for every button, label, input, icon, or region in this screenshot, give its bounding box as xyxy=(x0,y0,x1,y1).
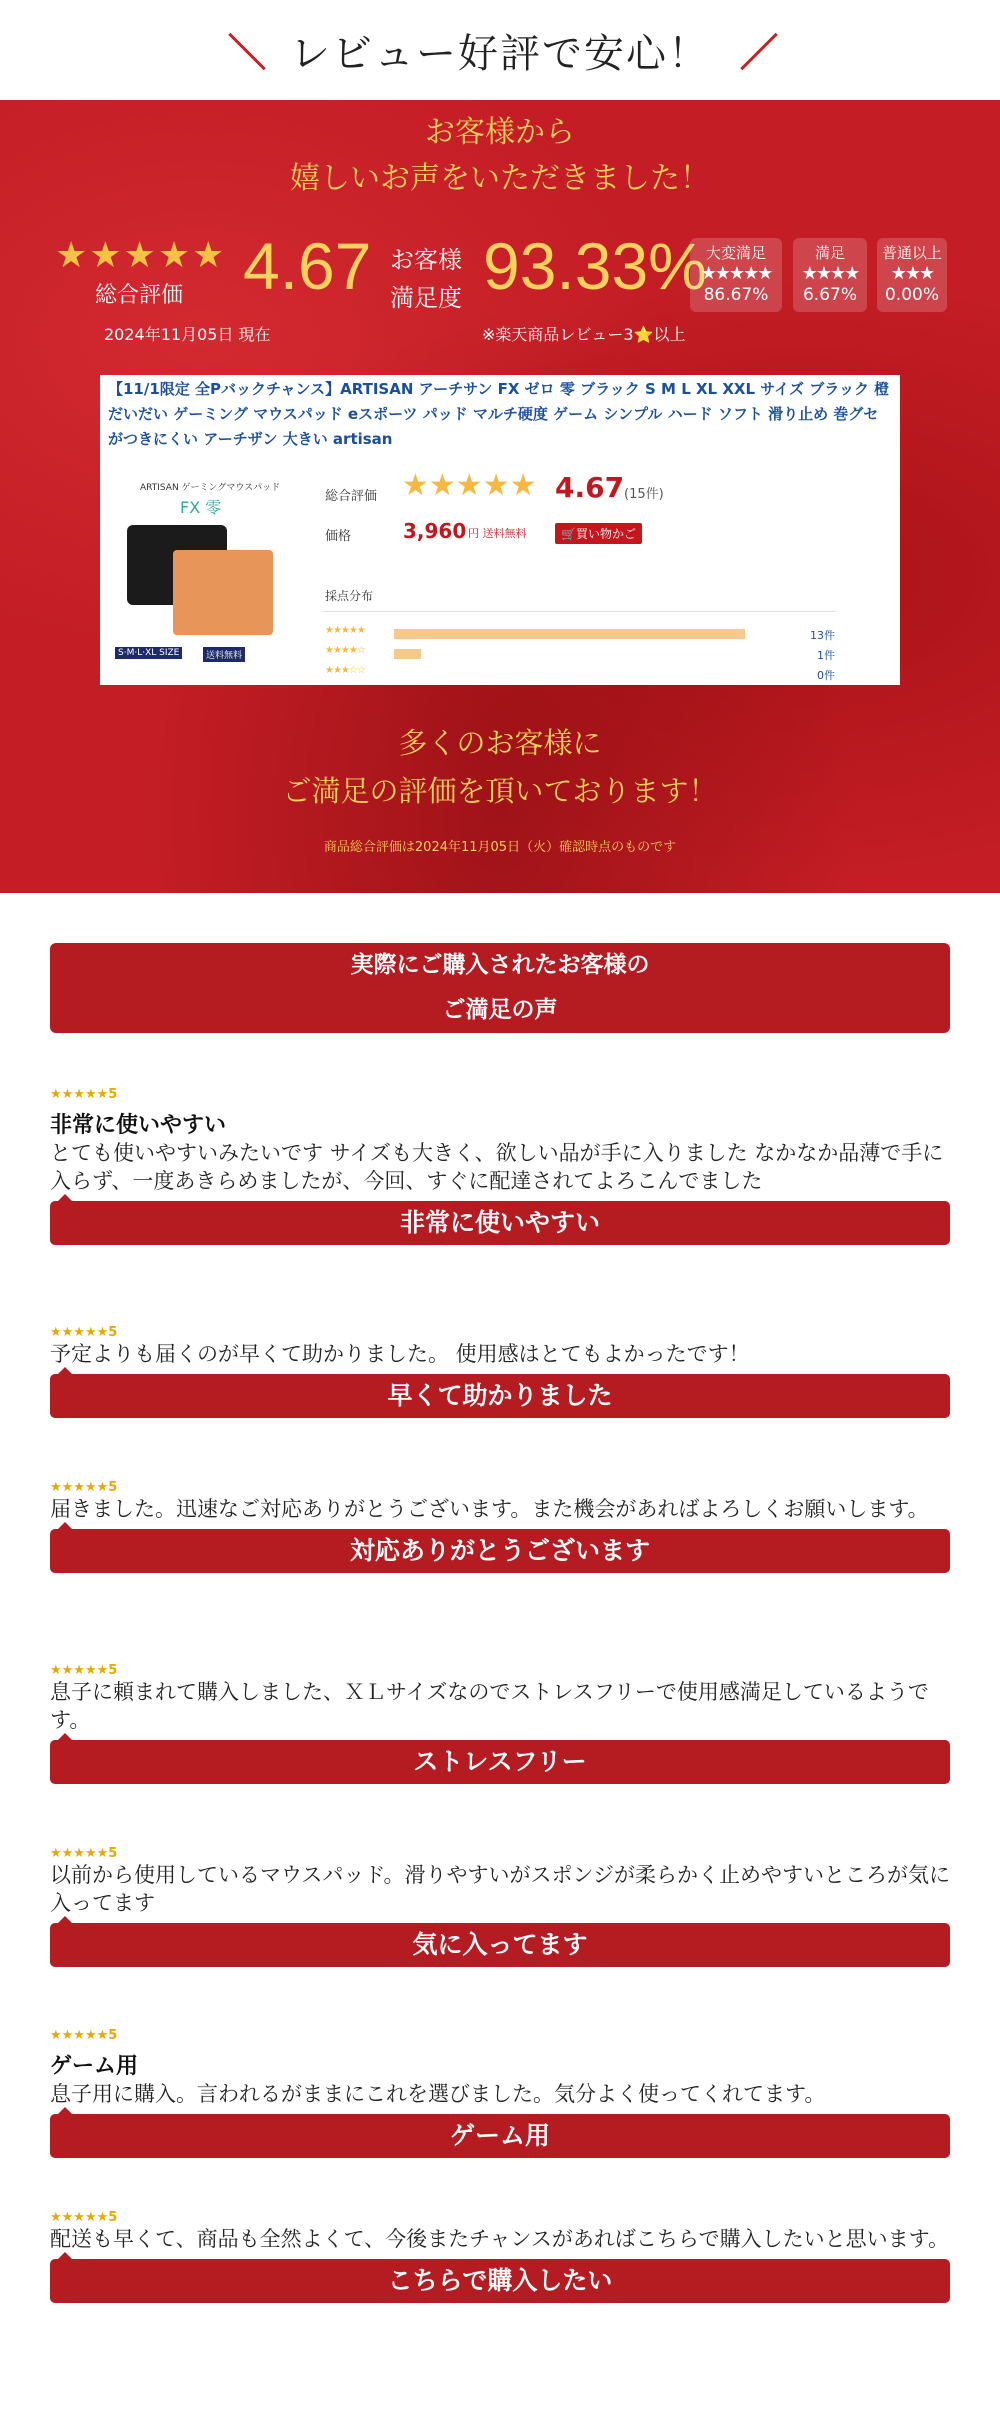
badge-title: 大変満足 xyxy=(705,244,766,262)
distribution-bar xyxy=(394,649,421,659)
hero-heading-line2: 嬉しいお声をいただきました！ xyxy=(290,161,710,196)
review-item xyxy=(50,1846,950,1967)
overall-stars-icon: ★★★★★ xyxy=(55,235,227,276)
panel-overall-value: 4.67 xyxy=(555,471,625,504)
review-tag-banner: 早くて助かりました xyxy=(50,1374,950,1418)
distribution-count[interactable]: 1件 xyxy=(817,649,835,662)
review-item xyxy=(50,1663,950,1784)
orange-mousepad-image xyxy=(173,550,273,635)
badge-value: 6.67% xyxy=(802,285,857,305)
product-image xyxy=(115,475,285,665)
hero-bottom-line2: ご満足の評価を頂いております！ xyxy=(282,774,718,808)
satisfaction-value: 93.33% xyxy=(483,229,707,303)
price-suffix: 円 送料無料 xyxy=(468,527,527,540)
badge-value: 0.00% xyxy=(884,285,939,305)
rating-stars-icon: ★★★★★5 xyxy=(50,1325,118,1340)
page-title: レビュー好評で安心！ xyxy=(290,30,710,77)
review-item xyxy=(50,1480,950,1573)
review-body: 予定よりも届くのが早くて助かりました。 使用感はとてもよかったです！ xyxy=(50,1342,750,1366)
distribution-stars-icon: ★★★☆☆ xyxy=(325,665,365,676)
review-body: 息子に頼まれて購入しました、ＸＬサイズなのでストレスフリーで使用感満足しているようです。 xyxy=(50,1680,929,1732)
size-badge: S·M·L·XL SIZE xyxy=(115,647,182,659)
review-item xyxy=(50,1087,950,1245)
distribution-bar xyxy=(394,629,745,639)
review-item xyxy=(50,2210,950,2303)
left-slash-decoration xyxy=(228,33,265,70)
distribution-label: 採点分布 xyxy=(325,589,374,603)
price-value: 3,960 xyxy=(403,519,467,543)
hero-bottom-line1: 多くのお客様に xyxy=(398,726,602,760)
review-body: 息子用に購入。言われるがままにこれを選びました。気分よく使ってくれてます。 xyxy=(50,2082,826,2106)
review-tag-banner: 対応ありがとうございます xyxy=(50,1529,950,1573)
review-heading: 非常に使いやすい xyxy=(50,1113,227,1138)
review-tag-banner: ゲーム用 xyxy=(50,2114,950,2158)
free-shipping-badge: 送料無料 xyxy=(203,647,245,662)
review-summary-hero xyxy=(0,100,1000,893)
rating-stars-icon: ★★★★★5 xyxy=(50,2210,118,2225)
hero-heading-line1: お客様から xyxy=(425,115,575,150)
price-label: 価格 xyxy=(325,529,352,544)
badge-title: 普通以上 xyxy=(881,244,942,262)
date-note: 2024年11月05日 現在 xyxy=(104,325,271,344)
review-tag-banner: 気に入ってます xyxy=(50,1923,950,1967)
satisfaction-label-2: 満足度 xyxy=(390,284,462,312)
cart-button[interactable]: 🛒買い物かご xyxy=(555,523,642,544)
satisfaction-section-header xyxy=(50,943,950,1033)
review-heading: ゲーム用 xyxy=(50,2054,139,2079)
overall-label: 総合評価 xyxy=(95,283,184,308)
badge-stars-icon: ★★★★★ xyxy=(700,263,772,284)
overall-value: 4.67 xyxy=(243,229,372,303)
distribution-count[interactable]: 13件 xyxy=(810,629,835,642)
review-body: 以前から使用しているマウスパッド。滑りやすいがスポンジが柔らかく止めやすいところが気に入ってます xyxy=(50,1863,950,1915)
review-count[interactable]: (15件) xyxy=(624,487,664,502)
review-item xyxy=(50,1325,950,1418)
page-header xyxy=(0,0,1000,100)
review-body: 届きました。迅速なご対応ありがとうございます。また機会があればよろしくお願いします。 xyxy=(50,1497,929,1521)
badge-very-satisfied xyxy=(690,238,782,312)
hero-footnote: 商品総合評価は2024年11月05日（火）確認時点のものです xyxy=(323,840,677,855)
badge-satisfied xyxy=(793,238,867,312)
product-review-panel xyxy=(100,375,900,685)
review-note: ※楽天商品レビュー3⭐以上 xyxy=(482,325,686,344)
rating-stars-icon: ★★★★★5 xyxy=(50,1480,118,1495)
right-slash-decoration xyxy=(740,33,777,70)
distribution-stars-icon: ★★★★★ xyxy=(325,625,365,636)
review-body: 配送も早くて、商品も全然よくて、今後またチャンスがあればこちらで購入したいと思います。 xyxy=(50,2227,950,2251)
rating-stars-icon: ★★★★★5 xyxy=(50,1663,118,1678)
badge-stars-icon: ★★★ xyxy=(890,263,934,284)
review-tag-banner: こちらで購入したい xyxy=(50,2259,950,2303)
review-tag-banner: 非常に使いやすい xyxy=(50,1201,950,1245)
badge-above-average xyxy=(877,238,947,312)
review-item xyxy=(50,2028,950,2158)
panel-stars-icon: ★★★★★ xyxy=(402,468,537,503)
section-line1: 実際にご購入されたお客様の xyxy=(350,952,650,978)
satisfaction-label-1: お客様 xyxy=(390,246,462,274)
panel-overall-label: 総合評価 xyxy=(325,489,378,504)
badge-title: 満足 xyxy=(814,244,845,262)
badge-stars-icon: ★★★★ xyxy=(801,263,859,284)
product-title-link[interactable]: 【11/1限定 全Pバックチャンス】ARTISAN アーチサン FX ゼロ 零 ブラック S M L XL XXL サイズ ブラック 橙 だいだい ゲーミング マウスパッド eスポーツ パッド マルチ硬度 ゲーム シンプル ハード ソフト 滑り止め 巻グセがつきにくい アーチザン 大きい artisan xyxy=(108,380,890,448)
distribution-stars-icon: ★★★★☆ xyxy=(325,645,365,656)
review-body: とても使いやすいみたいです サイズも大きく、欲しい品が手に入りました なかなか品薄で手に入らず、一度あきらめましたが、今回、すぐに配達されてよろこんでました xyxy=(50,1141,944,1193)
rating-stars-icon: ★★★★★5 xyxy=(50,1846,118,1861)
review-tag-banner: ストレスフリー xyxy=(50,1740,950,1784)
rating-stars-icon: ★★★★★5 xyxy=(50,2028,118,2043)
image-caption: ARTISAN ゲーミングマウスパッド xyxy=(140,483,281,493)
distribution-count[interactable]: 0件 xyxy=(817,669,835,682)
image-model: FX 零 xyxy=(180,498,222,517)
badge-value: 86.67% xyxy=(703,285,769,305)
rating-stars-icon: ★★★★★5 xyxy=(50,1087,118,1102)
divider xyxy=(323,611,835,612)
section-line2: ご満足の声 xyxy=(442,997,558,1023)
